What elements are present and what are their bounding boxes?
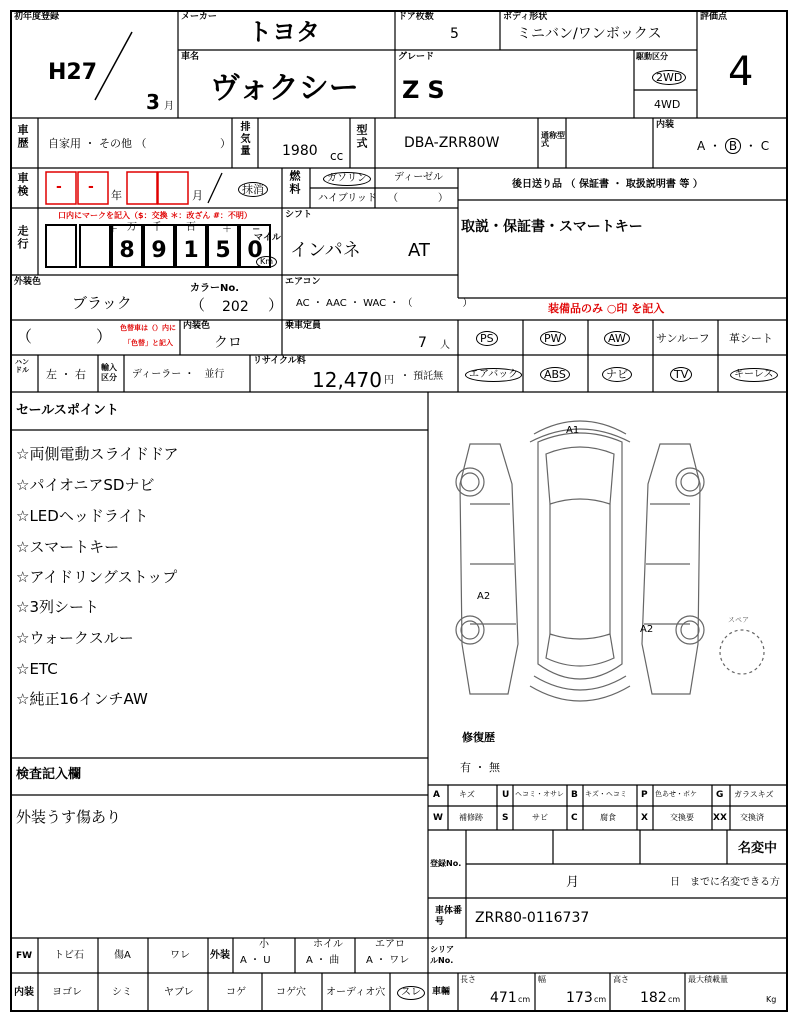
- sales-point-item: ☆LEDヘッドライト: [16, 507, 149, 525]
- mileage-digit-6: 0: [247, 238, 263, 263]
- mileage-plus-2: ＋: [222, 224, 232, 235]
- drive-label: 駆動区分: [636, 52, 668, 61]
- shift-position: インパネ: [290, 240, 361, 261]
- width-unit: cm: [594, 995, 607, 1004]
- length-unit: cm: [518, 995, 531, 1004]
- width: 173: [566, 990, 593, 1006]
- dims-label: 車輛: [432, 987, 451, 997]
- repair-history-value: 有 ・ 無: [460, 761, 500, 774]
- equip-sunroof: サンルーフ: [656, 332, 710, 345]
- int-damage-item: オーディオ穴: [326, 987, 386, 998]
- mileage-note: 口内にマークを記入（$：交換 ＊：改ざん #：不明）: [58, 211, 252, 220]
- history-use: 自家用 ・ その他 （: [48, 137, 147, 150]
- mileage-digit-2: 8: [119, 238, 135, 263]
- drive-4wd: 4WD: [654, 98, 681, 111]
- first-reg-month-suffix: 月: [164, 101, 174, 112]
- aero-label: エアロ: [375, 939, 405, 950]
- mileage-comma: ,: [172, 244, 179, 263]
- length: 471: [490, 990, 517, 1006]
- legend-desc: 交換済: [740, 813, 764, 822]
- shift-label: シフト: [285, 210, 313, 220]
- interior-grade-label: 内装: [656, 120, 675, 130]
- first-reg-year: H27: [48, 60, 98, 85]
- legend-code: X: [641, 813, 648, 823]
- legend-desc: 腐食: [600, 813, 616, 822]
- body-type: ミニバン/ワンボックス: [517, 26, 662, 42]
- equip-airbag: エアバック: [465, 368, 522, 382]
- handle-value: 左 ・ 右: [46, 368, 86, 381]
- color-no: 202: [222, 299, 249, 315]
- fw-item: 傷A: [114, 950, 131, 961]
- inspector-note: 外装うす傷あり: [16, 808, 122, 826]
- int-damage-item: コゲ: [226, 987, 246, 998]
- legend-code: A: [433, 790, 440, 800]
- inspection-label: 車検: [16, 172, 29, 198]
- ext-color-label: 外装色: [14, 277, 42, 287]
- inspector-title: 検査記入欄: [16, 767, 82, 782]
- repaint-paren-right: ）: [96, 327, 113, 346]
- equip-keyless: キーレス: [730, 368, 778, 382]
- sales-point-item: ☆純正16インチAW: [16, 690, 148, 708]
- sales-point-item: ☆スマートキー: [16, 538, 120, 556]
- fuel-gasoline: ガソリン: [323, 172, 371, 186]
- legend-code: P: [641, 790, 648, 800]
- maker-label: メーカー: [181, 12, 217, 22]
- height-unit: cm: [668, 995, 681, 1004]
- displacement: 1980: [282, 143, 318, 159]
- car-name-label: 車名: [181, 52, 200, 62]
- small-value: A ・ U: [240, 955, 271, 966]
- first-reg-slash: [95, 32, 132, 100]
- fw-label: FW: [16, 951, 33, 961]
- equip-ps: PS: [476, 331, 498, 346]
- ext-damage-label: 外装: [210, 950, 230, 961]
- fuel-diesel: ディーゼル: [394, 172, 443, 183]
- first-reg-label: 初年度登録: [14, 12, 60, 22]
- grade-label: グレード: [398, 52, 435, 62]
- inspection-month-suffix: 月: [192, 189, 203, 202]
- int-color: クロ: [214, 335, 242, 351]
- mileage-minus: −: [252, 224, 261, 235]
- shift-type: AT: [408, 240, 430, 261]
- reg-deadline: 日 までに名変できる方: [670, 877, 780, 888]
- legend-code: W: [433, 813, 443, 823]
- int-damage-item: スレ: [397, 986, 425, 1000]
- ac-options: AC ・ AAC ・ WAC ・ （ ）: [296, 298, 473, 309]
- legend-desc: サビ: [532, 813, 548, 822]
- equip-aw: AW: [604, 331, 630, 346]
- color-no-paren-left: （: [190, 296, 206, 314]
- fuel-hybrid: ハイブリッド: [318, 193, 377, 204]
- rating: 4: [728, 49, 754, 95]
- legend-code: B: [571, 790, 578, 800]
- sales-point-item: ☆3列シート: [16, 598, 99, 616]
- equip-tv: TV: [670, 367, 692, 382]
- model-code-label: 通称型式: [541, 131, 565, 148]
- inspection-dash-1: -: [56, 179, 62, 195]
- inspection-year-suffix: 年: [111, 189, 122, 202]
- int-damage-label: 内装: [14, 987, 34, 998]
- height-label: 高さ: [613, 975, 629, 984]
- first-reg-month: 3: [146, 90, 160, 114]
- import-value: ディーラー ・ 並行: [132, 369, 225, 380]
- vin-label: 車体番号: [435, 906, 463, 927]
- inspection-dash-2: -: [88, 179, 94, 195]
- sales-point-item: ☆ETC: [16, 660, 58, 678]
- mileage-digit-3: 9: [151, 238, 167, 263]
- legend-code: U: [502, 790, 510, 800]
- length-label: 長さ: [460, 975, 476, 984]
- maker: トヨタ: [248, 18, 320, 46]
- damage-mark-front: A1: [566, 425, 580, 436]
- legend-desc: キズ: [459, 790, 475, 799]
- height: 182: [640, 990, 667, 1006]
- mileage-place-sen: 千: [152, 222, 162, 233]
- car-diagram: [430, 394, 786, 724]
- legend-code: S: [502, 813, 509, 823]
- equip-navi: ナビ: [602, 367, 632, 382]
- grade: ZS: [402, 76, 453, 104]
- car-name: ヴォクシー: [210, 71, 359, 106]
- km-label: Km: [256, 256, 277, 268]
- history-label: 車歴: [16, 124, 29, 150]
- interior-grade: A ・ B ・ C: [697, 139, 770, 153]
- equip-abs: ABS: [540, 367, 570, 382]
- int-damage-item: ヤブレ: [164, 987, 194, 998]
- drive-2wd: 2WD: [652, 70, 686, 85]
- aero-value: A ・ ワレ: [366, 955, 410, 966]
- serial-label: シリアルNo.: [430, 945, 454, 965]
- repaint-note-1: 色替車は（）内に: [120, 324, 176, 332]
- fuel-label: 燃料: [288, 170, 301, 196]
- repair-history-label: 修復歴: [462, 731, 495, 744]
- legend-desc: キズ・ヘコミ: [585, 790, 627, 798]
- documents: 取説・保証書・スマートキー: [461, 219, 643, 235]
- docs-header: 後日送り品 （ 保証書 ・ 取扱説明書 等 ）: [512, 179, 703, 190]
- mileage-label: 走行: [16, 225, 29, 251]
- repaint-paren-left: （: [16, 327, 33, 346]
- damage-mark-right: A2: [640, 624, 654, 635]
- mileage-place-hyaku: 百: [186, 222, 196, 233]
- sales-point-item: ☆両側電動スライドドア: [16, 445, 179, 463]
- mileage-digit-5: 5: [215, 238, 231, 263]
- mile-label: マイル: [254, 233, 281, 243]
- doors: 5: [450, 26, 459, 42]
- name-change: 名変中: [738, 841, 778, 856]
- displacement-label: 排気量: [238, 121, 249, 157]
- legend-desc: ガラスキズ: [734, 790, 774, 799]
- equip-pw: PW: [540, 331, 566, 346]
- wheel-label: ホイル: [313, 939, 343, 950]
- sales-point-item: ☆アイドリングストップ: [16, 568, 178, 586]
- int-damage-item: コゲ穴: [276, 987, 306, 998]
- fw-item: ワレ: [170, 950, 190, 961]
- width-label: 幅: [538, 975, 546, 984]
- repaint-note-2: 「色替」と記入: [124, 339, 173, 347]
- legend-code: XX: [713, 813, 727, 823]
- vin: ZRR80-0116737: [475, 910, 590, 926]
- displacement-unit: cc: [330, 149, 344, 163]
- color-no-label: カラーNo.: [190, 283, 240, 294]
- reg-no-label: 登録No.: [430, 859, 462, 868]
- handle-label: ハンドル: [15, 358, 29, 374]
- doors-label: ドア枚数: [398, 12, 434, 22]
- legend-desc: 補修跡: [459, 813, 483, 822]
- equip-leather: 革シート: [729, 332, 773, 345]
- inspection-expired: 抹消: [238, 182, 268, 197]
- mileage-digit-4: 1: [183, 238, 199, 263]
- spare-label: スペア: [728, 616, 749, 624]
- recycle-amount: 12,470: [312, 368, 382, 392]
- color-no-paren-right: ）: [268, 296, 284, 314]
- int-damage-item: シミ: [112, 987, 132, 998]
- int-color-label: 内装色: [183, 321, 211, 331]
- fuel-other: （ ）: [388, 193, 448, 204]
- model-label: 型式: [355, 124, 368, 150]
- int-damage-item: ヨゴレ: [52, 987, 82, 998]
- model: DBA-ZRR80W: [404, 135, 500, 151]
- recycle-unit: 円: [384, 375, 394, 386]
- wheel-value: A ・ 曲: [306, 955, 340, 966]
- reg-month-suffix: 月: [566, 875, 580, 890]
- equipment-note: 装備品のみ ○印 を記入: [548, 302, 665, 315]
- rating-label: 評価点: [700, 12, 728, 22]
- sales-points-title: セールスポイント: [16, 403, 119, 418]
- damage-mark-left: A2: [477, 591, 491, 602]
- small-label: 小: [259, 939, 269, 950]
- recycle-deposit: ・ 預託無: [400, 371, 444, 382]
- legend-desc: ヘコミ・オサレ: [515, 790, 564, 798]
- ac-label: エアコン: [285, 277, 321, 287]
- history-close: ）: [220, 137, 231, 150]
- ext-color: ブラック: [72, 294, 132, 312]
- capacity: 7: [418, 335, 427, 351]
- legend-code: G: [716, 790, 724, 800]
- mileage-plus: ＋: [108, 224, 118, 235]
- load-label: 最大積載量: [688, 975, 728, 984]
- recycle-label: リサイクル料: [253, 356, 306, 366]
- capacity-label: 乗車定員: [285, 321, 322, 331]
- mileage-place-man: 万: [127, 222, 137, 233]
- legend-code: C: [571, 813, 578, 823]
- fw-item: トビ石: [54, 950, 84, 961]
- import-label: 輸入区分: [101, 363, 117, 382]
- sales-point-item: ☆パイオニアSDナビ: [16, 476, 155, 494]
- capacity-unit: 人: [440, 340, 450, 351]
- legend-desc: 交換要: [670, 813, 694, 822]
- load-unit: Kg: [766, 995, 777, 1004]
- legend-desc: 色あせ・ボケ: [655, 790, 697, 798]
- body-label: ボディ形状: [503, 12, 548, 22]
- sales-point-item: ☆ウォークスルー: [16, 629, 134, 647]
